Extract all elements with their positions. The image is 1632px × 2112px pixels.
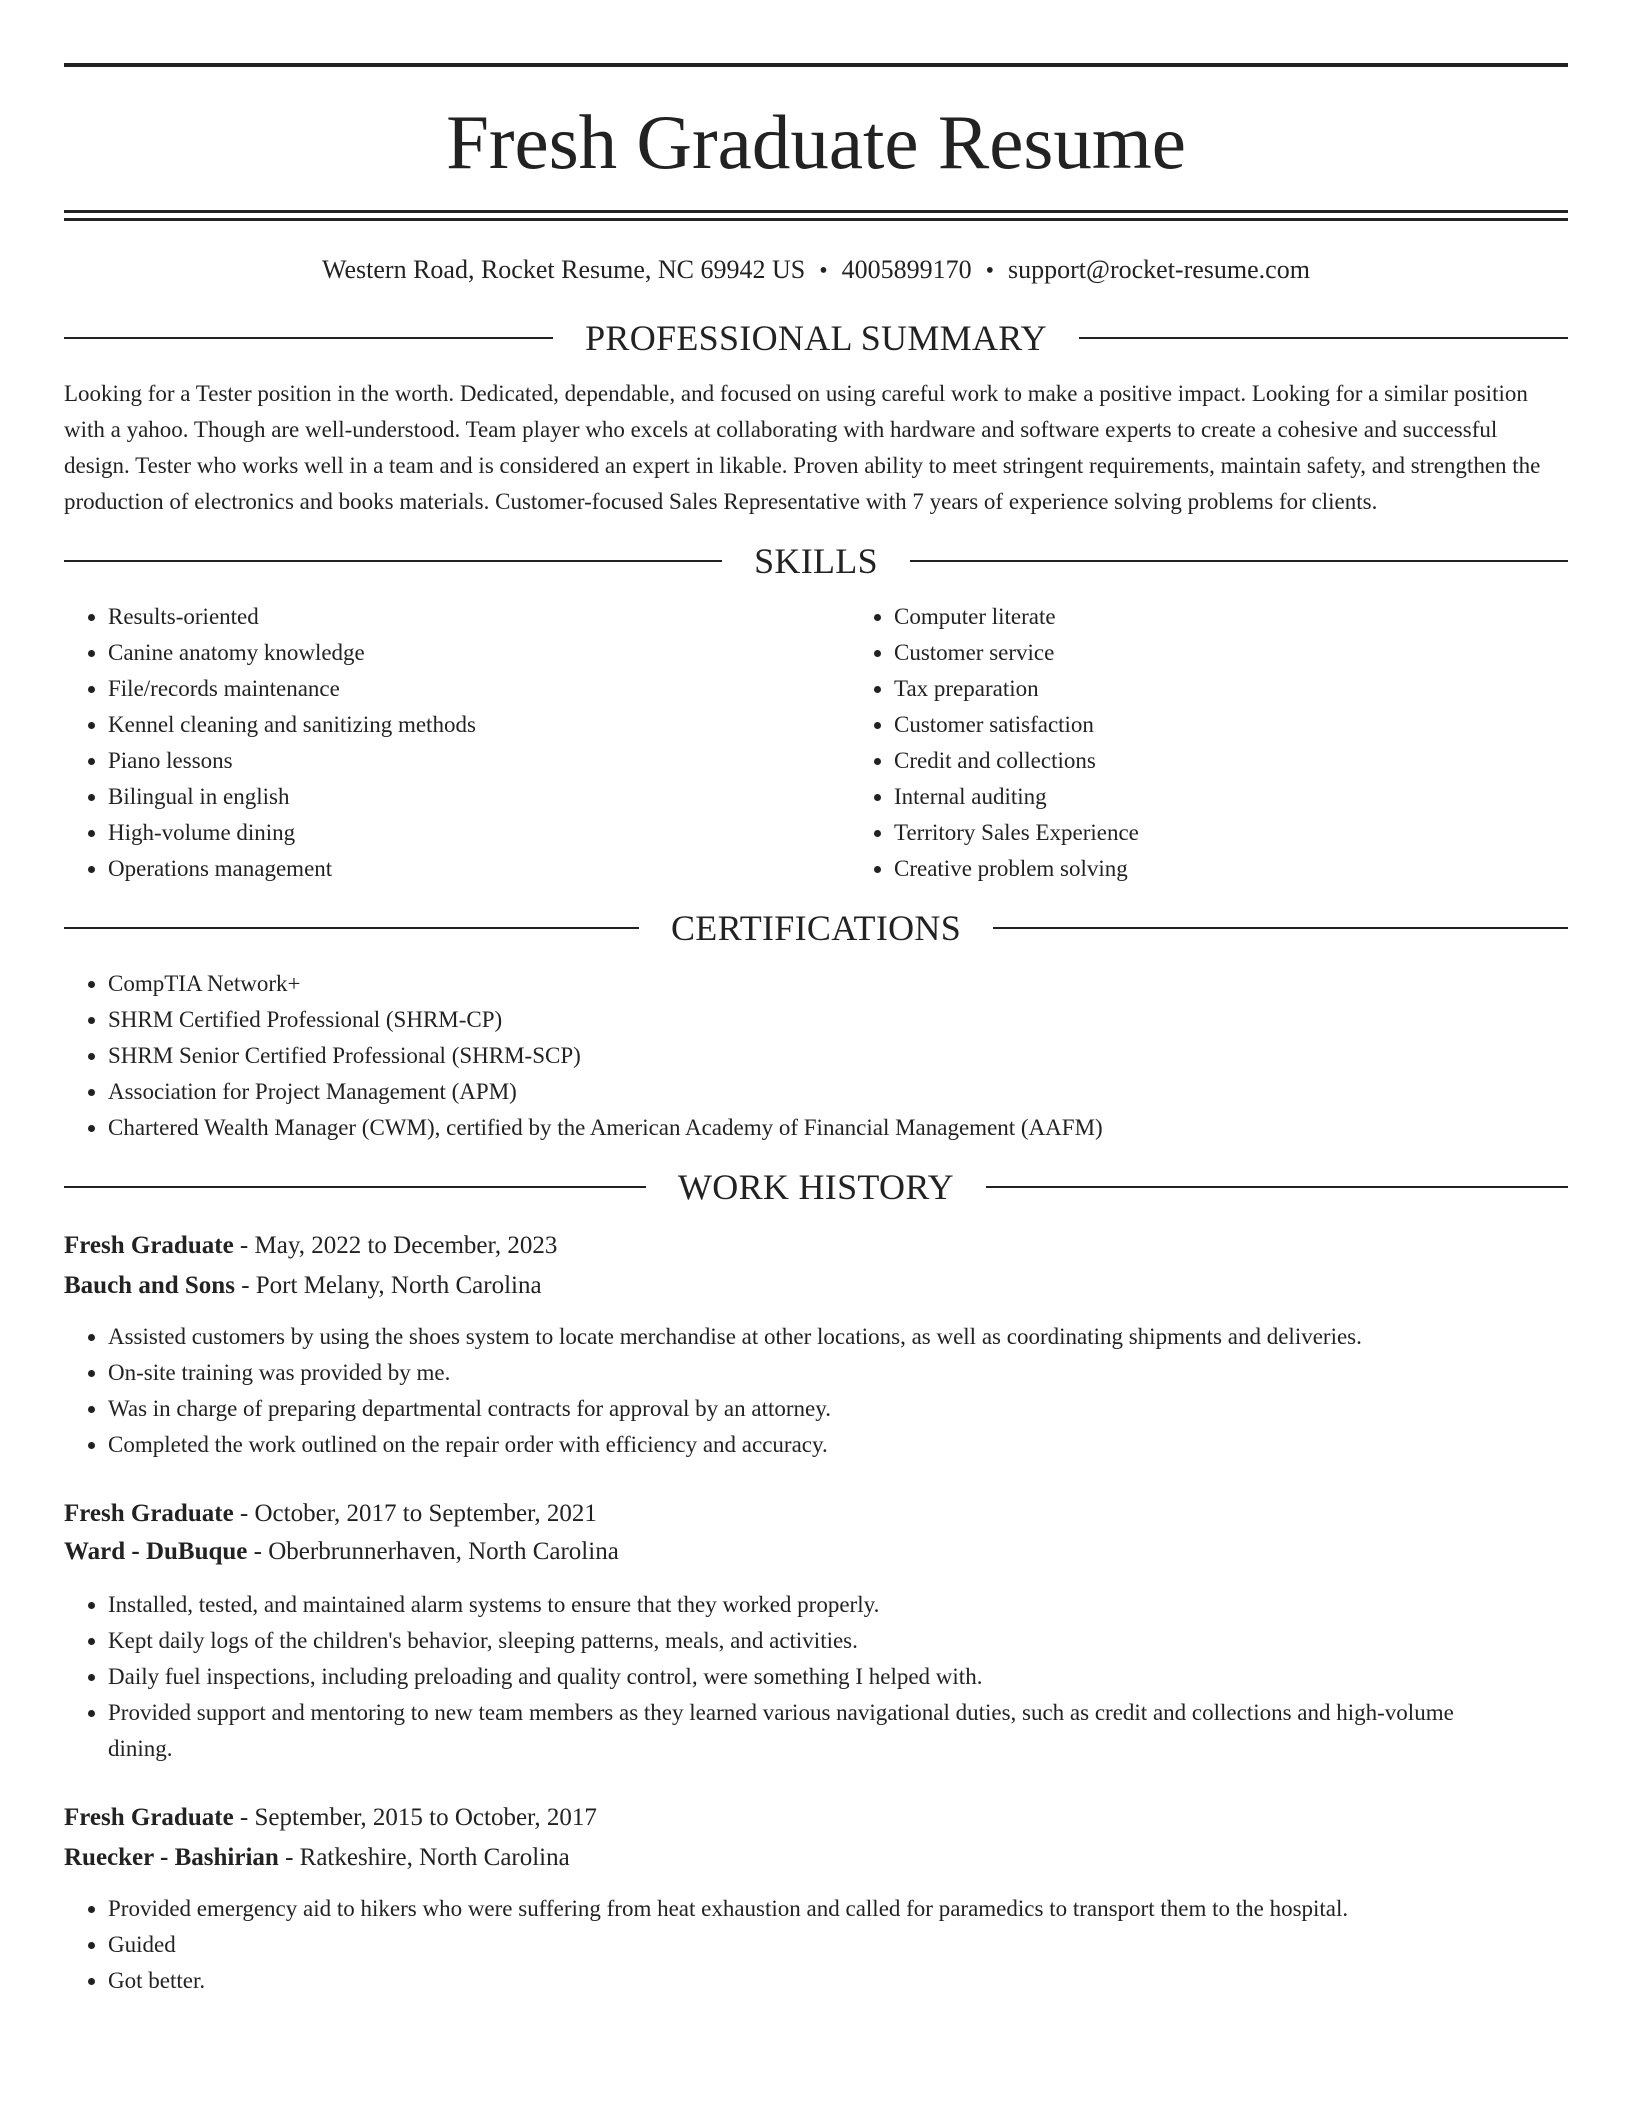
top-rule	[64, 63, 1568, 67]
work-history-heading	[64, 1167, 1568, 1207]
skills-column-left	[64, 599, 850, 887]
job-location: - Port Melany, North Carolina	[234, 1272, 542, 1299]
list-item: • Assisted customers by using the shoes system to locate merchandise at other locations, as well as coordinating shipments and deliveries.	[108, 1319, 1568, 1355]
list-item: • Chartered Wealth Manager (CWM), certified by the American Academy of Financial Management (AAFM)	[108, 1110, 1568, 1146]
list-item: • Internal auditing	[894, 779, 1632, 815]
list-item: • Creative problem solving	[894, 851, 1632, 887]
list-item: • Guided	[108, 1927, 1568, 1963]
job-company: Ward - DuBuque	[64, 1538, 248, 1565]
heading-rule	[986, 1186, 1568, 1188]
list-item: • Credit and collections	[894, 743, 1632, 779]
list-item: • Was in charge of preparing departmental contracts for approval by an attorney.	[108, 1391, 1568, 1427]
heading-rule	[64, 927, 639, 929]
heading-rule	[64, 1186, 646, 1188]
list-item: • Association for Project Management (APM)	[108, 1074, 1568, 1110]
skills-list	[64, 599, 1568, 887]
job-dates: - October, 2017 to September, 2021	[233, 1500, 597, 1527]
list-item: • High-volume dining	[108, 815, 850, 851]
list-item: • Tax preparation	[894, 671, 1632, 707]
job-dates: - May, 2022 to December, 2023	[233, 1232, 558, 1259]
job-title-line	[64, 1799, 1568, 1837]
title-double-rule	[64, 210, 1568, 221]
skills-heading	[64, 541, 1568, 581]
list-item: • Customer satisfaction	[894, 707, 1632, 743]
resume-page	[64, 0, 1568, 1999]
job-duties	[64, 1891, 1568, 1999]
contact-separator: •	[985, 258, 995, 284]
list-item: • Customer service	[894, 635, 1632, 671]
heading-rule	[993, 927, 1568, 929]
job-company-line	[64, 1839, 1568, 1877]
list-item: • Piano lessons	[108, 743, 850, 779]
job-title: Fresh Graduate	[64, 1804, 234, 1831]
list-item: • Territory Sales Experience	[894, 815, 1632, 851]
list-item: • Operations management	[108, 851, 850, 887]
list-item: • Installed, tested, and maintained alarm systems to ensure that they worked properly.	[108, 1587, 1508, 1623]
contact-line	[64, 257, 1568, 285]
heading-rule	[64, 560, 722, 562]
contact-phone: 4005899170	[841, 255, 972, 284]
heading-rule	[910, 560, 1568, 562]
section-title: CERTIFICATIONS	[670, 908, 962, 948]
section-title: SKILLS	[754, 541, 878, 581]
job-dates: - September, 2015 to October, 2017	[233, 1804, 597, 1831]
resume-title: Fresh Graduate Resume	[446, 99, 1186, 185]
job-duties	[64, 1587, 1568, 1767]
job-title-line	[64, 1495, 1568, 1533]
summary-heading	[64, 318, 1568, 358]
list-item: • Computer literate	[894, 599, 1632, 635]
list-item: • On-site training was provided by me.	[108, 1355, 1568, 1391]
list-item: • Provided emergency aid to hikers who were suffering from heat exhaustion and called for paramedics to transport them to the hospital.	[108, 1891, 1568, 1927]
job-title: Fresh Graduate	[64, 1232, 234, 1259]
heading-rule	[64, 337, 553, 339]
list-item: • Kept daily logs of the children's behavior, sleeping patterns, meals, and activities.	[108, 1623, 1508, 1659]
list-item: • Kennel cleaning and sanitizing methods	[108, 707, 850, 743]
job-entry	[64, 1495, 1568, 1767]
list-item: • SHRM Senior Certified Professional (SHRM-SCP)	[108, 1038, 1568, 1074]
job-entry	[64, 1799, 1568, 1999]
job-company: Ruecker - Bashirian	[64, 1844, 279, 1871]
job-company-line	[64, 1267, 1568, 1305]
list-item: • Got better.	[108, 1963, 1568, 1999]
list-item: • Daily fuel inspections, including preloading and quality control, were something I helped with.	[108, 1659, 1508, 1695]
certifications-list	[64, 966, 1568, 1146]
list-item: • SHRM Certified Professional (SHRM-CP)	[108, 1002, 1568, 1038]
job-company-line	[64, 1533, 1568, 1571]
contact-email: support@rocket-resume.com	[1008, 255, 1310, 284]
list-item: • File/records maintenance	[108, 671, 850, 707]
contact-separator: •	[819, 258, 828, 284]
list-item: • Results-oriented	[108, 599, 850, 635]
section-title: WORK HISTORY	[678, 1167, 954, 1207]
job-location: - Oberbrunnerhaven, North Carolina	[247, 1538, 619, 1565]
job-title-line	[64, 1227, 1568, 1265]
job-duties	[64, 1319, 1568, 1463]
contact-address: Western Road, Rocket Resume, NC 69942 US	[322, 255, 806, 284]
job-company: Bauch and Sons	[64, 1272, 235, 1299]
heading-rule	[1079, 337, 1568, 339]
list-item: • Bilingual in english	[108, 779, 850, 815]
skills-column-right	[850, 599, 1632, 887]
list-item: • Provided support and mentoring to new team members as they learned various navigational duties, such as credit and collections and high-volume dining.	[108, 1695, 1508, 1767]
list-item: • Canine anatomy knowledge	[108, 635, 850, 671]
job-location: - Ratkeshire, North Carolina	[278, 1844, 570, 1871]
summary-text: Looking for a Tester position in the worth. Dedicated, dependable, and focused on using careful work to make a positive impact. Looking for a similar position with a yahoo. Though are well-understood. Team player who excels at collaborating with hardware and software experts to create a cohesive and successful design. Tester who works well in a team and is considered an expert in likable. Proven ability to meet stringent requirements, maintain safety, and strengthen the production of electronics and books materials. Customer-focused Sales Representative with 7 years of experience solving problems for clients.	[64, 381, 1541, 514]
job-title: Fresh Graduate	[64, 1500, 234, 1527]
certifications-heading	[64, 908, 1568, 948]
list-item: • Completed the work outlined on the repair order with efficiency and accuracy.	[108, 1427, 1568, 1463]
job-entry	[64, 1227, 1568, 1463]
list-item: • CompTIA Network+	[108, 966, 1568, 1002]
section-title: PROFESSIONAL SUMMARY	[585, 318, 1047, 358]
